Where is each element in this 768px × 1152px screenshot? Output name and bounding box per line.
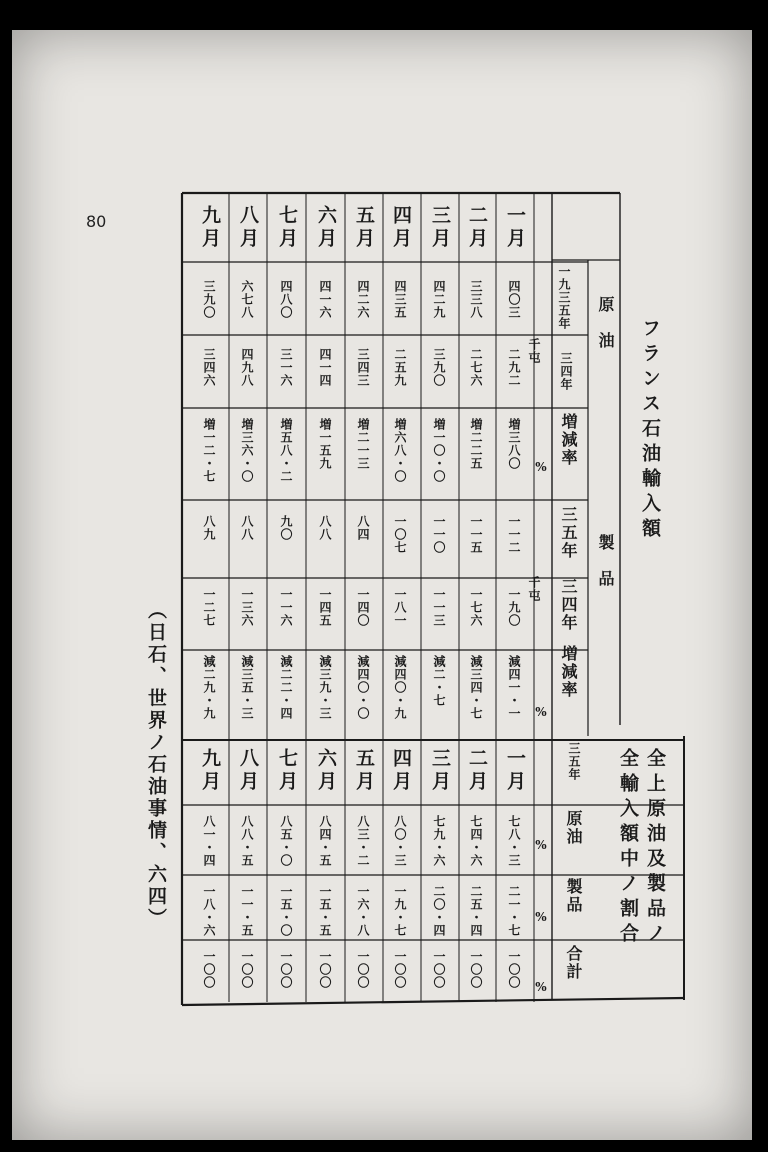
crude-change-cell: 増一〇・〇 bbox=[432, 418, 446, 483]
products-1934-cell: 一二七 bbox=[202, 588, 216, 627]
header-change: 増減率 bbox=[559, 413, 578, 467]
header-prod-change: 増減率 bbox=[559, 645, 578, 699]
share-crude-cell: 八五・〇 bbox=[279, 815, 293, 867]
share-crude-header: 原油 bbox=[564, 810, 583, 846]
products-1935-cell: 一〇七 bbox=[393, 515, 407, 554]
crude-1934-cell: 四一四 bbox=[318, 348, 332, 387]
percent-sign: % bbox=[534, 980, 548, 995]
products-1935-cell: 八四 bbox=[356, 515, 370, 541]
products-change-cell: 減四〇・九 bbox=[393, 655, 407, 720]
crude-1935-cell: 四二九 bbox=[432, 280, 446, 319]
share-total-cell: 一〇〇 bbox=[393, 950, 407, 989]
products-change-cell: 減三四・七 bbox=[469, 655, 483, 720]
products-1935-cell: 八九 bbox=[202, 515, 216, 541]
header-prod-1935: 三五年 bbox=[559, 506, 578, 560]
share-crude-cell: 八四・五 bbox=[318, 815, 332, 867]
share-products-cell: 一九・七 bbox=[393, 885, 407, 937]
products-1935-cell: 八八 bbox=[240, 515, 254, 541]
share-products-cell: 一五・五 bbox=[318, 885, 332, 937]
share-month-label: 七月 bbox=[276, 748, 298, 794]
share-products-cell: 二〇・四 bbox=[432, 885, 446, 937]
products-1934-cell: 一一三 bbox=[432, 588, 446, 627]
source-note: （日石、世界ノ石油事情、六四） bbox=[145, 600, 167, 930]
share-total-cell: 一〇〇 bbox=[318, 950, 332, 989]
products-1935-cell: 一一五 bbox=[469, 515, 483, 554]
header-products: 製 品 bbox=[596, 534, 615, 588]
crude-1935-cell: 四二六 bbox=[356, 280, 370, 319]
share-products-cell: 一八・六 bbox=[202, 885, 216, 937]
share-month-label: 二月 bbox=[466, 748, 488, 794]
share-title-line1: 全上原油及製品ノ bbox=[644, 748, 666, 948]
header-1935: 一九三五年 bbox=[557, 265, 571, 330]
crude-1935-cell: 四〇三 bbox=[507, 280, 521, 319]
share-month-label: 六月 bbox=[315, 748, 337, 794]
products-1935-cell: 一一〇 bbox=[432, 515, 446, 554]
month-label: 九月 bbox=[199, 205, 221, 251]
products-1935-cell: 八八 bbox=[318, 515, 332, 541]
share-total-cell: 一〇〇 bbox=[202, 950, 216, 989]
crude-1934-cell: 三一六 bbox=[279, 348, 293, 387]
share-products-header: 製品 bbox=[564, 878, 583, 914]
share-products-cell: 二一・七 bbox=[507, 885, 521, 937]
share-month-label: 五月 bbox=[353, 748, 375, 794]
products-change-cell: 減四一・一 bbox=[507, 655, 521, 720]
products-1934-cell: 一四〇 bbox=[356, 588, 370, 627]
crude-1935-cell: 三九〇 bbox=[202, 280, 216, 319]
crude-1935-cell: 四一六 bbox=[318, 280, 332, 319]
share-products-cell: 一一・五 bbox=[240, 885, 254, 937]
share-total-cell: 一〇〇 bbox=[507, 950, 521, 989]
share-month-label: 三月 bbox=[429, 748, 451, 794]
products-1934-cell: 一四五 bbox=[318, 588, 332, 627]
month-label: 一月 bbox=[504, 205, 526, 251]
share-total-cell: 一〇〇 bbox=[432, 950, 446, 989]
crude-change-cell: 増二二五 bbox=[469, 418, 483, 470]
share-crude-cell: 七九・六 bbox=[432, 815, 446, 867]
month-label: 四月 bbox=[390, 205, 412, 251]
products-1934-cell: 一九〇 bbox=[507, 588, 521, 627]
share-products-cell: 二五・四 bbox=[469, 885, 483, 937]
share-year-header: 三五年 bbox=[567, 742, 581, 781]
crude-1934-cell: 三四三 bbox=[356, 348, 370, 387]
unit-products: 千屯 bbox=[527, 576, 541, 602]
crude-change-cell: 増三八〇 bbox=[507, 418, 521, 470]
crude-change-cell: 増一二・七 bbox=[202, 418, 216, 483]
share-total-cell: 一〇〇 bbox=[279, 950, 293, 989]
crude-1935-cell: 六七八 bbox=[240, 280, 254, 319]
share-crude-cell: 八一・四 bbox=[202, 815, 216, 867]
crude-1935-cell: 四三五 bbox=[393, 280, 407, 319]
crude-1935-cell: 三三八 bbox=[469, 280, 483, 319]
unit-crude: 千屯 bbox=[527, 338, 541, 364]
share-products-cell: 一六・八 bbox=[356, 885, 370, 937]
month-label: 三月 bbox=[429, 205, 451, 251]
crude-change-cell: 増六八・〇 bbox=[393, 418, 407, 483]
share-crude-cell: 八三・二 bbox=[356, 815, 370, 867]
products-1934-cell: 一八一 bbox=[393, 588, 407, 627]
share-month-label: 四月 bbox=[390, 748, 412, 794]
table-title: フランス石油輸入額 bbox=[639, 318, 661, 543]
month-label: 七月 bbox=[276, 205, 298, 251]
products-change-cell: 減二九・九 bbox=[202, 655, 216, 720]
products-change-cell: 減二・七 bbox=[432, 655, 446, 707]
share-month-label: 一月 bbox=[504, 748, 526, 794]
crude-1934-cell: 三九〇 bbox=[432, 348, 446, 387]
header-1934: 三四年 bbox=[559, 352, 573, 391]
share-total-cell: 一〇〇 bbox=[356, 950, 370, 989]
percent-sign: % bbox=[534, 705, 548, 720]
share-total-cell: 一〇〇 bbox=[469, 950, 483, 989]
crude-1935-cell: 四八〇 bbox=[279, 280, 293, 319]
month-label: 二月 bbox=[466, 205, 488, 251]
share-total-cell: 一〇〇 bbox=[240, 950, 254, 989]
products-1935-cell: 九〇 bbox=[279, 515, 293, 541]
page-number: 80 bbox=[86, 212, 107, 231]
crude-change-cell: 増五八・二 bbox=[279, 418, 293, 483]
products-change-cell: 減二二・四 bbox=[279, 655, 293, 720]
share-products-cell: 一五・〇 bbox=[279, 885, 293, 937]
table-bottom-border bbox=[182, 998, 684, 1005]
share-month-label: 八月 bbox=[237, 748, 259, 794]
crude-1934-cell: 二九二 bbox=[507, 348, 521, 387]
crude-1934-cell: 二七六 bbox=[469, 348, 483, 387]
header-prod-1934: 三四年 bbox=[559, 578, 578, 632]
month-label: 五月 bbox=[353, 205, 375, 251]
share-crude-cell: 八八・五 bbox=[240, 815, 254, 867]
share-title-line2: 全輸入額中ノ割合 bbox=[617, 748, 639, 948]
month-label: 八月 bbox=[237, 205, 259, 251]
share-crude-cell: 八〇・三 bbox=[393, 815, 407, 867]
share-crude-cell: 七四・六 bbox=[469, 815, 483, 867]
percent-sign: % bbox=[534, 460, 548, 475]
share-total-header: 合計 bbox=[564, 945, 583, 981]
products-1934-cell: 一一六 bbox=[279, 588, 293, 627]
share-month-label: 九月 bbox=[199, 748, 221, 794]
crude-change-cell: 増三六・〇 bbox=[240, 418, 254, 483]
percent-sign: % bbox=[534, 838, 548, 853]
header-crude: 原 油 bbox=[596, 296, 615, 350]
products-1934-cell: 一七六 bbox=[469, 588, 483, 627]
products-change-cell: 減四〇・〇 bbox=[356, 655, 370, 720]
products-1935-cell: 一一二 bbox=[507, 515, 521, 554]
products-change-cell: 減三九・三 bbox=[318, 655, 332, 720]
crude-1934-cell: 四九八 bbox=[240, 348, 254, 387]
percent-sign: % bbox=[534, 910, 548, 925]
products-change-cell: 減三五・三 bbox=[240, 655, 254, 720]
crude-1934-cell: 二五九 bbox=[393, 348, 407, 387]
crude-change-cell: 増二一三 bbox=[356, 418, 370, 470]
products-1934-cell: 一三六 bbox=[240, 588, 254, 627]
crude-change-cell: 増一五九 bbox=[318, 418, 332, 470]
share-crude-cell: 七八・三 bbox=[507, 815, 521, 867]
month-label: 六月 bbox=[315, 205, 337, 251]
crude-1934-cell: 三四六 bbox=[202, 348, 216, 387]
